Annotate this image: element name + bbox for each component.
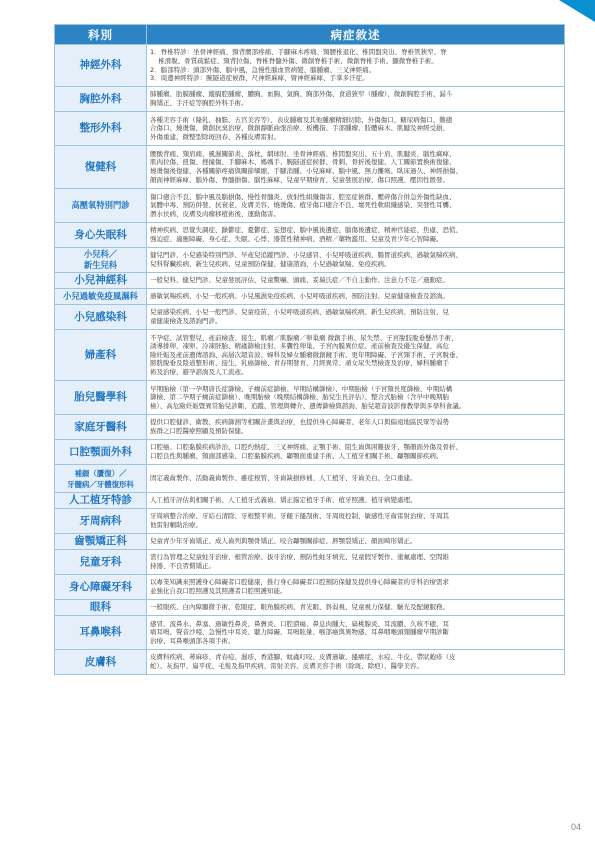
department-description xyxy=(147,550,565,575)
department-name-line: 牙周病科 xyxy=(79,514,122,527)
department-description xyxy=(147,87,565,112)
department-name xyxy=(55,223,147,248)
description-line: 痛耳鳴、聲音沙啞、急慢性中耳炎、聽力障礙、耳鳴眩暈、喉部癌與異物感、耳鼻咽喉頭頸腫瘤早期診斷 xyxy=(150,628,449,637)
department-name-line: 小兒過敏免疫風濕科 xyxy=(63,291,138,301)
description-line: 人工植牙評估與相關手術、人工植牙式義齒、矯正錨定植牙手術、植牙照護、植牙病變處理。 xyxy=(150,496,417,505)
department-name xyxy=(55,493,147,509)
description-line: 治療、耳鼻喉頭部各項手術。 xyxy=(150,636,235,645)
department-name-line: 新生兒科 xyxy=(83,260,118,270)
department-name xyxy=(55,575,147,600)
department-description xyxy=(147,509,565,534)
page-number: 04 xyxy=(570,822,581,832)
description-line: 檢）、高危險妊娠暨異常胎兒診斷、追蹤、管理與轉介、遺傳篩檢與諮詢、胎兒超音波影像教學與多學科會議。 xyxy=(150,401,466,410)
department-name xyxy=(55,330,147,381)
department-name-line: 高壓氧特別門診 xyxy=(71,200,130,210)
table-row xyxy=(55,248,565,273)
description-line: 兒童感染疾病、小兒一般門診、兒童疫苗、小兒呼吸道疾病、過敏氣喘疾病、新生兒疾病、預防注射、兒 xyxy=(150,308,449,317)
description-line: 持器、不良習慣矯正。 xyxy=(150,562,215,570)
department-name-line: 整形外科 xyxy=(79,122,122,134)
table-row xyxy=(55,189,565,223)
description-line: 皮膚科疾病、蕁麻疹、青春痘、濕疹、香港腳、蚊蟲叮咬、皮膚過敏、搔癢症、水痘、牛皮、帶狀皰疹（皮 xyxy=(150,653,456,662)
description-line: 兒童青少年牙齒矯正、成人齒列與顎骨矯正、咬合顳顎關節症、唇顎裂矯正、顏面畸形矯正。 xyxy=(150,537,417,546)
department-description xyxy=(147,273,565,289)
description-line: 早期胎檢（第一孕期唐氏症篩檢、子癇前症篩檢、早期結構篩檢）、中期胎檢（子宮頸長度篩檢、中期結構 xyxy=(150,384,453,393)
department-description xyxy=(147,45,565,87)
header-department: 科別 xyxy=(55,25,147,45)
table-row xyxy=(55,45,565,87)
header-description: 病症敘述 xyxy=(147,25,565,45)
description-line: 一般兒科、健兒門診、兒童發展評估、兒童驚嚇、頭痛、妥瑞氏症／不自主動作、注意力不足／過動症。 xyxy=(150,276,449,285)
department-description xyxy=(147,575,565,600)
description-line: 險妊娠及產前遺傳諮詢、高層次超音波、婦科及婦女腫瘤微創鏡手術、更年期障礙、子宮頸手術、子宮脫垂、 xyxy=(150,350,462,359)
description-line: 蛇）、灰指甲、扁平疣、毛髮及指甲疾病、雷射美容、皮膚美容手術（除斑、除疤）、醫學美容。 xyxy=(150,662,423,670)
description-line: 外傷重建、微整型除斑回春、各種皮膚雷射。 xyxy=(150,132,280,141)
department-name xyxy=(55,381,147,415)
table-row xyxy=(55,87,565,112)
department-description xyxy=(147,534,565,550)
table-row xyxy=(55,650,565,675)
department-name-line: 耳鼻喉科 xyxy=(79,626,122,638)
department-name xyxy=(55,465,147,493)
description-line: 強迫症、適應障礙、身心症、失眠、心悸、器質性精神病、酒精／藥物濫用、兒童及青少年心智障礙。 xyxy=(150,235,443,243)
description-line: 氣體中毒、預防併發、抗衰老、皮膚美容、燒燙傷、植牙傷口癒合不良、壞死性軟組織感染、突發性耳聾、 xyxy=(150,201,456,210)
department-name-line: 人工植牙特診 xyxy=(69,494,132,506)
department-description xyxy=(147,330,565,381)
table-row xyxy=(55,534,565,550)
department-description xyxy=(147,465,565,493)
description-line: 合傷口、燒燙傷、微創抗臭治療、微創靜脈曲張治療、板機指、手部腫瘤、肢體麻木、肌腱及神經受損、 xyxy=(150,124,449,133)
description-line: 椎滑脫、骨質疏鬆症、頸背拉傷、脊椎脊髓外傷、微創脊椎手術、微創脊椎手術、顯微脊椎手術。 xyxy=(150,56,438,65)
description-line: 篩檢、第二孕期子癇前症篩檢）、晚期胎檢（晚期結構篩檢、胎兒生長評估）、整合式胎檢（含早中晚期胎 xyxy=(150,393,449,402)
department-name xyxy=(55,550,147,575)
description-line: 2．腦部特診：頭部外傷、腦中風、急慢性腦血管病變、腦腫瘤、三叉神經痛。 xyxy=(150,65,376,74)
department-name-line: 胎兒醫學科 xyxy=(74,391,127,403)
department-description xyxy=(147,616,565,650)
table-row xyxy=(55,509,565,534)
table-row xyxy=(55,415,565,440)
department-name-line: 口腔顎面外科 xyxy=(69,445,132,458)
description-line: 需行為管理之兒童蛀牙治療、根管治療、拔牙治療、預防性蛀牙填充、兒童假牙製作、塗氟處理、空間維 xyxy=(150,553,449,562)
department-name xyxy=(55,87,147,112)
description-line: 提供口腔健診、衛教、疾病篩測等相關計畫與治療，也提供身心障礙者、老年人口與偏遠地區民眾等弱勢 xyxy=(150,418,449,427)
description-line: 過敏氣喘疾病、小兒一般疾病、小兒風濕免疫疾病、小兒呼吸道疾病、預防注射、兒童健康檢查及諮詢。 xyxy=(150,292,449,301)
department-description xyxy=(147,248,565,273)
description-line: 各種美容手術（隆乳、抽脂、五官美容等）、表皮腫瘤及其他腫瘤精細切除、外傷傷口、糖尿病傷口、難癒 xyxy=(150,115,453,124)
table-row xyxy=(55,465,565,493)
department-name-line: 復健科 xyxy=(84,160,117,173)
table-header-row xyxy=(55,25,565,45)
department-description xyxy=(147,112,565,146)
table-row xyxy=(55,330,565,381)
department-name xyxy=(55,415,147,440)
description-line: 健兒門診、小兒感染特別門診、早產兒追蹤門診、小兒感冒、小兒呼吸道疾病、腸胃道疾病、過敏氣喘疾病、 xyxy=(150,251,462,260)
corner-decoration xyxy=(559,0,595,22)
department-name xyxy=(55,616,147,650)
table-row xyxy=(55,600,565,616)
department-description xyxy=(147,189,565,223)
department-name-line: 胸腔外科 xyxy=(79,92,122,105)
department-name xyxy=(55,112,147,146)
table-row xyxy=(55,289,565,305)
description-line: 兒科腎臟疾病、新生兒疾病、兒童預防保健、健康諮詢、小兒過敏氣喘、免疫疾病。 xyxy=(150,260,391,268)
description-line: 牙周病整合治療、牙結石清除、牙根整平術、牙齦下搔刮術、牙周斑控制、敏感性牙齒雷射治療、牙周其 xyxy=(150,512,449,521)
description-line: 術及治療、避孕諮詢及人工流產。 xyxy=(150,367,248,376)
description-line: 燒燙傷後復健、各種關節疼痛與關節攣縮、手腳消腫、小兒麻痺、腦中風、無力攤瘓、臥床過久、神經損傷、 xyxy=(150,167,462,175)
description-line: 並強化自我口腔照護及其照護者口腔照護知能。 xyxy=(150,587,287,595)
department-description xyxy=(147,600,565,616)
table-row xyxy=(55,575,565,600)
department-description xyxy=(147,289,565,305)
department-name-line: 眼科 xyxy=(90,601,111,613)
table-row xyxy=(55,616,565,650)
description-line: 顏面神經麻痺、腦外傷、脊髓損傷、腦性麻痺、兒童早期療育、兒童發展治療、傷口照護、壓因性骰發。 xyxy=(150,175,449,184)
department-description xyxy=(147,415,565,440)
description-line: 口腔良性與腫瘤、頸頭部感染、口腔黏膜疾病、顳顎面重建手術、人工植牙相關手術、顳顎關節疾病。 xyxy=(150,452,443,460)
department-description xyxy=(147,650,565,675)
department-name xyxy=(55,534,147,550)
description-line: 腰酸背痛、頸肩痛、風濕關節炎、落枕、網球肘、坐骨神經痛、椎間盤突出、五十肩、肌腱炎、腦性痲痺、 xyxy=(150,149,456,158)
department-name xyxy=(55,146,147,189)
table-row xyxy=(55,273,565,289)
table-row xyxy=(55,440,565,465)
department-name-line: 身心障礙牙科 xyxy=(69,580,132,593)
description-line: 固定義齒製作、活動義齒製作、雖症根管、牙齒缺損修補、人工植牙、牙齒美白、全口重建。 xyxy=(150,474,417,483)
department-name-line: 身心失眠科 xyxy=(74,228,127,241)
department-description xyxy=(147,440,565,465)
table-row xyxy=(55,305,565,330)
table-row xyxy=(55,146,565,189)
description-line: 膀胱脫垂及陰道整形術、接生、乳癌篩檢、青春期發育、月經異常、頑女尿失禁檢查及治療、婦科腫瘤手 xyxy=(150,359,449,368)
description-line: 以專業知識來照護身心障礙者口腔健康，推行身心障礙者口腔預防保健及提供身心障礙者的牙科治療需求 xyxy=(150,578,449,587)
department-name xyxy=(55,600,147,616)
department-name xyxy=(55,509,147,534)
description-line: 肌肉拉傷、扭傷、挫撞傷、手腳麻木、媽媽手、腕隧道症候群、骨刺、骨折後復健、人工關節置換術復健、 xyxy=(150,158,456,167)
department-name-line: 補綴（贗復）／ xyxy=(74,468,127,478)
description-line: 1．脊椎特診：坐骨神經痛、頸背腰部疼痛、手腳麻木疼痛、頸腰椎退化、椎間盤突出、脊椎管狹窄、脊 xyxy=(150,48,447,57)
department-name xyxy=(55,45,147,87)
table-row xyxy=(55,112,565,146)
department-description xyxy=(147,381,565,415)
department-name xyxy=(55,650,147,675)
description-line: 潛水伕病、皮膚及肉瘤移植術後、運動傷害。 xyxy=(150,209,280,218)
description-line: 口腔癌、口腔黏膜疾病診治、口腔灼熱症、三叉神經痛、正顎手術、阻生齒與困難拔牙、顎顏面外傷及骨折、 xyxy=(150,443,462,452)
description-line: 不孕症、試管嬰兒、產前檢查、接生、肌瘤／肌腺瘤／卵巢瘤 微創手術、尿失禁、子宮脫肢脫垂懸吊手術、 xyxy=(150,333,458,342)
table-row xyxy=(55,381,565,415)
department-name xyxy=(55,248,147,273)
department-name-line: 齒顎矯正科 xyxy=(74,535,127,547)
department-name-line: 婦產科 xyxy=(84,348,117,361)
department-name xyxy=(55,289,147,305)
department-description xyxy=(147,223,565,248)
table-row xyxy=(55,223,565,248)
department-description xyxy=(147,305,565,330)
department-name-line: 兒童牙科 xyxy=(79,555,122,568)
description-line: 他雷射輔助治療。 xyxy=(150,521,202,529)
department-description xyxy=(147,493,565,509)
description-line: 童健康檢查及諮詢門診。 xyxy=(150,317,222,325)
department-name-line: 皮膚科 xyxy=(84,655,117,668)
description-line: 感冒、流鼻水、鼻塞、過敏性鼻炎、鼻竇炎、口腔潰瘍、鼻息肉腫大、扁桃腺炎、耳流膿、久咳不癒、耳 xyxy=(150,619,449,628)
description-line: 族群之口腔醫療照顧及預防保健。 xyxy=(150,427,248,435)
department-name-line: 小兒神經科 xyxy=(74,274,127,286)
description-line: 精神疾病、思覺失調症、躁鬱症、憂鬱症、妄想症、腦中風後遺症、腦傷後遺症、精神官能症、焦慮、恐慌、 xyxy=(150,226,462,235)
department-name-line: 小兒感染科 xyxy=(74,310,127,323)
description-line: 3．周邊神經特診：腕隧道症候群、尺神經麻痺、臂神經麻痺、手掌多汗症。 xyxy=(150,74,369,83)
description-line: 一般眼疾、白內障顯微手術、乾眼症、眼角膜疾病、青光眼、斜弱視、兒童視力保健、驗光及配鏡服務。 xyxy=(150,603,449,612)
table-row xyxy=(55,493,565,509)
department-name-line: 小兒科／ xyxy=(83,249,118,259)
department-table xyxy=(54,24,565,675)
department-name xyxy=(55,273,147,289)
description-line: 肺腫瘤、肋膜腫瘤、縱膈腔腫瘤、膿胸、血胸、氣胸、胸部外傷、食道狹窄（腫瘤）、微創胸腔手術、漏斗 xyxy=(150,90,453,99)
department-name-line: 牙髓病／牙體復形科 xyxy=(67,479,134,489)
department-name xyxy=(55,305,147,330)
table-row xyxy=(55,550,565,575)
description-line: 胸矯正、手汗症等胸腔外科手術。 xyxy=(150,99,248,107)
department-name-line: 神經外科 xyxy=(79,59,122,71)
department-name-line: 家庭牙醫科 xyxy=(74,420,127,433)
department-name xyxy=(55,440,147,465)
department-name xyxy=(55,189,147,223)
description-line: 傷口癒合不良、腦中風及腦損傷、慢性骨髓炎、放射性組織傷害、腔室症候群、壓碎傷合併急外傷性缺血、 xyxy=(150,192,456,201)
description-line: 誘導排卵、凍卵、冷凍胚胎、精蟲篩檢注射、多囊性卵巢、子宮內膜異位症、產前檢查及優生保健、高危 xyxy=(150,342,449,351)
department-description xyxy=(147,146,565,189)
